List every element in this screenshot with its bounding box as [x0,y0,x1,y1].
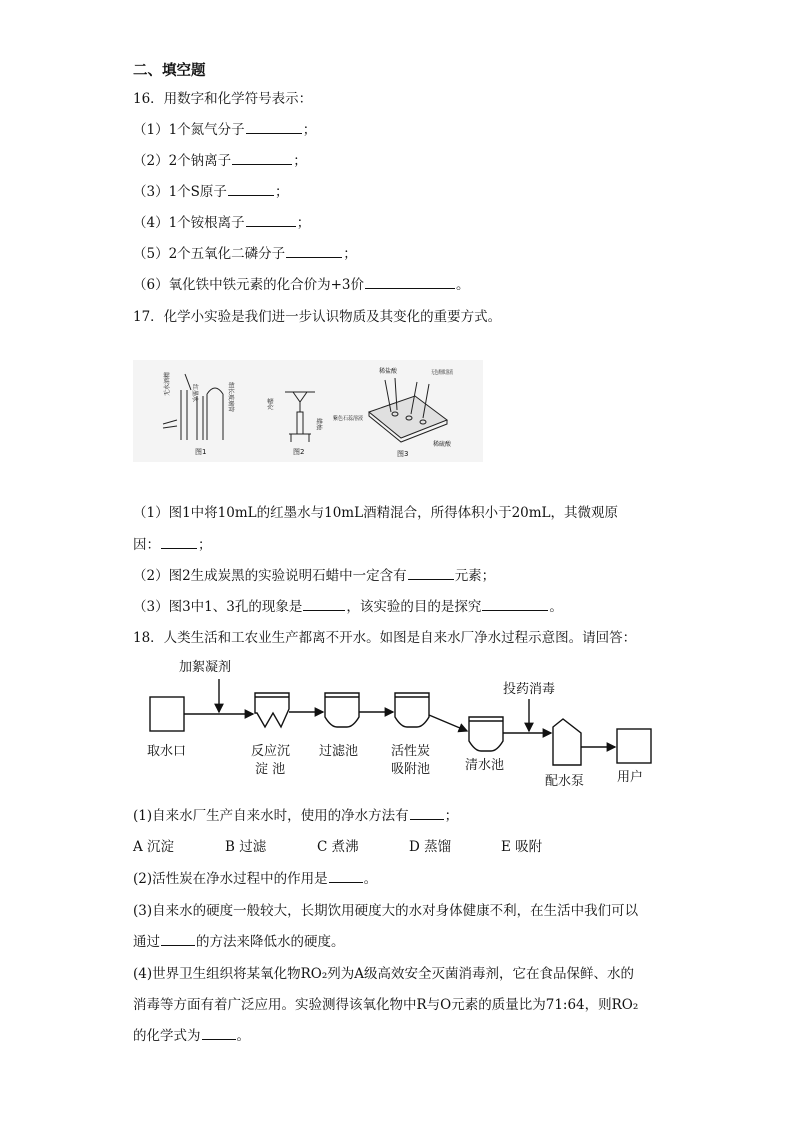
fig1-caption: 图1 [195,448,207,456]
experiment-figure [133,360,483,462]
q17-p2: （2）图2生成炭黑的实验说明石蜡中一定含有 元素； [133,568,496,584]
q16-item-2: （2）2个钠离子 ； [133,153,307,169]
q16-item-3: （3）1个S原子 ； [133,184,289,200]
fig2-caption: 图2 [293,448,305,456]
label-sedimentation-2: 淀 池 [255,762,286,777]
answer-blank[interactable] [286,245,342,258]
q16-item-6: （6）氧化铁中铁元素的化合价为+3价 。 [133,277,470,293]
label-intake: 取水口 [147,744,187,759]
label-carbon-2: 吸附池 [391,762,431,777]
q16-stem: 16．用数字和化学符号表示： [133,91,313,107]
q16-item-5: （5）2个五氧化二磷分子 ； [133,246,357,262]
fig3-label-litmus: 紫色石蕊溶液 [333,416,367,422]
fig3-label-phenolphthalein: 无色酚酞溶液 [431,370,465,376]
water-treatment-diagram [133,657,663,792]
answer-blank[interactable] [329,870,363,883]
q17-p1-line1: （1）图1中将10mL的红墨水与10mL酒精混合，所得体积小于20mL，其微观原 [133,505,619,521]
distribution-pump [553,719,581,765]
fig3-label-hcl: 稀盐酸 [379,368,398,375]
label-clear-water: 清水池 [465,758,505,773]
label-carbon-1: 活性炭 [391,744,431,759]
q17-p3: （3）图3中1、3孔的现象是 ，该实验的目的是探究 。 [133,599,563,615]
q18-p2: (2)活性炭在净水过程中的作用是 。 [133,871,378,887]
label-pump: 配水泵 [545,774,585,789]
answer-blank[interactable] [246,214,296,227]
fig1-label-ink: 红墨水 [191,384,198,403]
fig2-label-dish: 冷碟 [268,397,275,410]
fig3-caption: 图3 [397,450,409,458]
option-b[interactable]: B 过滤 [225,839,267,855]
label-sedimentation-1: 反应沉 [251,744,291,759]
carbon-adsorption-tank [395,693,429,727]
user-box [617,729,651,763]
q17-p1-line2: 因： ； [133,537,212,553]
q18-p3-line2: 通过 的方法来降低水的硬度。 [133,934,345,950]
label-filter: 过滤池 [319,744,359,759]
q18-p4-line2: 消毒等方面有着广泛应用。实验测得该氧化物中R与O元素的质量比为71:64，则RO₂ [133,997,639,1013]
answer-blank[interactable] [161,536,197,549]
answer-blank[interactable] [408,567,454,580]
fig1-label-tube: 细长玻璃管 [227,382,234,413]
fig1-label-alcohol: 无水酒精 [164,371,171,396]
label-add-coagulant: 加絮凝剂 [179,660,232,675]
clear-water-tank [469,717,503,751]
label-user: 用户 [617,770,644,785]
option-a[interactable]: A 沉淀 [133,839,175,855]
fig2-label-candle: 蜡烛 [315,418,322,431]
label-add-disinfectant: 投药消毒 [503,682,556,697]
q18-p4-line1: (4)世界卫生组织将某氧化物RO₂列为A级高效安全灭菌消毒剂，它在食品保鲜、水的 [133,966,635,982]
fig3-label-h2so4: 稀硫酸 [433,441,452,448]
intake-box [150,697,184,731]
filter-tank [325,693,359,727]
answer-blank[interactable] [232,152,292,165]
q16-item-1: （1）1个氮气分子 ； [133,122,317,138]
q18-p4-line3: 的化学式为 。 [133,1028,250,1044]
answer-blank[interactable] [410,807,444,820]
answer-blank[interactable] [202,1027,236,1040]
section-heading: 二、填空题 [133,62,206,79]
answer-blank[interactable] [365,276,455,289]
q17-stem: 17．化学小实验是我们进一步认识物质及其变化的重要方式。 [133,309,502,325]
q16-item-4: （4）1个铵根离子 ； [133,215,311,231]
q18-p3-line1: (3)自来水的硬度一般较大，长期饮用硬度大的水对身体健康不利，在生活中我们可以 [133,903,639,919]
answer-blank[interactable] [246,121,302,134]
answer-blank[interactable] [161,933,195,946]
sedimentation-tank [255,693,289,727]
q18-options [133,838,542,856]
answer-blank[interactable] [303,598,345,611]
answer-blank[interactable] [228,183,274,196]
option-d[interactable]: D 蒸馏 [409,839,452,855]
option-e[interactable]: E 吸附 [501,839,543,855]
option-c[interactable]: C 煮沸 [317,839,359,855]
q18-stem: 18．人类生活和工农业生产都离不开水。如图是自来水厂净水过程示意图。请回答： [133,630,637,646]
answer-blank[interactable] [482,598,548,611]
q18-p1: (1)自来水厂生产自来水时，使用的净水方法有 ； [133,808,459,824]
